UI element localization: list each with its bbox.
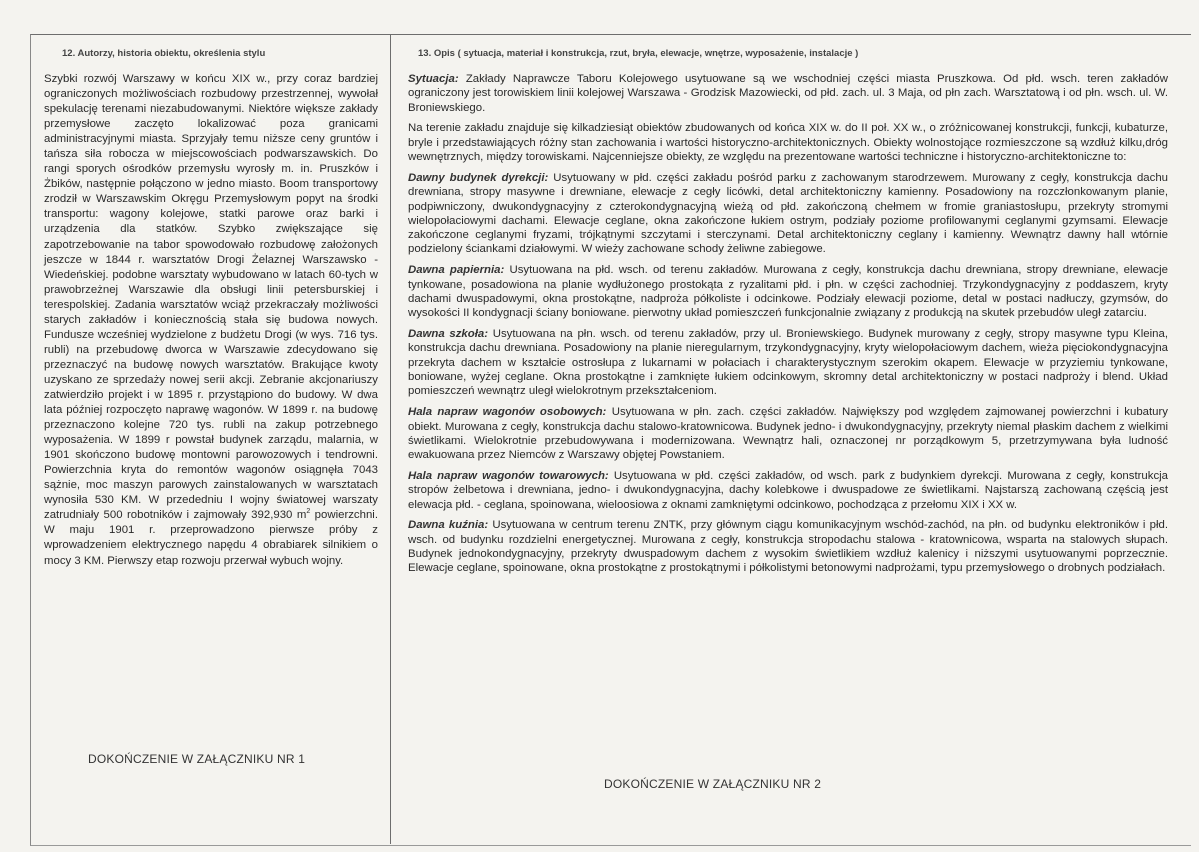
column-divider xyxy=(390,34,391,844)
description-paragraph xyxy=(408,327,1168,398)
history-text xyxy=(44,72,378,569)
paragraph-lead: Dawna szkoła: xyxy=(408,328,489,341)
description-paragraph xyxy=(408,263,1168,320)
paragraph-lead: Dawna papiernia: xyxy=(408,264,505,277)
paragraph-lead: Dawny budynek dyrekcji: xyxy=(408,171,549,184)
history-text-end: powierzchni. W maju 1901 r. przeprowadzono pierwsze próby z wprowadzeniem elektrycznego napędu 4 obrabiarek silnikiem o mocy 3 KM. Pierwszy etap rozwoju przerwał wybuch wojny. xyxy=(44,509,378,567)
description-text xyxy=(408,72,1168,582)
description-paragraph xyxy=(408,72,1168,115)
description-paragraph xyxy=(408,405,1168,462)
paragraph-text: Usytuowana na płd. wsch. od terenu zakładów. Murowana z cegły, konstrukcja dachu drewniana, stropy drewniane, elewacje tynkowane, posadowiona na planie wydłużonego prostokąta z ryzalitami płd. i płn. w części zachodniej. Trzykondygnacyjny z poddaszem, kryty dachami dwuspadowymi, okna prostokątne, nadproża półkoliste i odcinkowe. Podziały elewacji poziome, detal w postaci nadłuczy, gzymsów, do wysokości II kondygnacji ściany boniowane. pierwotny układ pomieszczeń funkcjonalnie związany z produkcją na skutek przebudów uległ zatarciu. xyxy=(408,264,1168,320)
paragraph-lead: Hala napraw wagonów osobowych: xyxy=(408,406,607,419)
description-paragraph xyxy=(408,518,1168,575)
continuation-note-1: DOKOŃCZENIE W ZAŁĄCZNIKU NR 1 xyxy=(88,752,306,766)
description-paragraph xyxy=(408,121,1168,164)
paragraph-text: Usytuowana w centrum terenu ZNTK, przy głównym ciągu komunikacyjnym wschód-zachód, na płn. od budynku elektroników i płd. wsch. od budynku rozdzielni energetycznej. Murowana z cegły, konstrukcja stropodachu stalowa - kratownicowa, wsparta na stalowych słupach. Budynek jednokondygnacyjny, przekryty dwuspadowym dachem z wysokim świetlikiem wzdłuż kalenicy i niższymi usytuowanymi poprzecznie. Elewacje ceglane, spoinowane, okna prostokątne z prostokątnymi i półkolistymi betonowymi nadprożami, typu przemysłowego o drobnych podziałach. xyxy=(408,519,1168,575)
section-12-heading: 12. Autorzy, historia obiektu, określenia stylu xyxy=(62,48,266,59)
continuation-note-2: DOKOŃCZENIE W ZAŁĄCZNIKU NR 2 xyxy=(604,777,822,791)
description-paragraph xyxy=(408,469,1168,512)
section-13-heading: 13. Opis ( sytuacja, materiał i konstrukcja, rzut, bryła, elewacje, wnętrze, wyposażenie, instalacje ) xyxy=(418,48,859,59)
paragraph-lead: Sytuacja: xyxy=(408,73,459,85)
paragraph-text: Usytuowana w płd. części zakładów, od wsch. park z budynkiem dyrekcji. Murowana z cegły, konstrukcja stropów żelbetowa i drewniana, jedno- i dwukondygnacyjna, dachy kolebkowe i dwuspadowe ze świetlikami. Najstarszą zachowaną częścią jest elewacja płd. - ceglana, spoinowana, wieloosiowa z oknami zamkniętymi odcinkowo, pochodząca z przełomu XIX i XX w. xyxy=(408,469,1169,511)
paragraph-text: Na terenie zakładu znajduje się kilkadziesiąt obiektów zbudowanych od końca XIX w. do II poł. XX w., o zróżnicowanej konstrukcji, funkcji, kubaturze, bryle i przedstawiających różny stan zachowania i wartości historyczno-architektonicznych. Obiekty wolnostojące rozmieszczone są wzdłuż kilku,dróg wewnętrznych, między torowiskami. Najcenniejsze obiekty, ze względu na prezentowane wartości techniczne i historyczno-architektoniczne to: xyxy=(408,122,1168,164)
paragraph-text: Usytuowana w płn. zach. części zakładów. Największy pod względem zajmowanej powierzchni i kubatury obiekt. Murowana z cegły, konstrukcja dachu stalowo-kratownicowa. Budynek jedno- i dwukondygnacyjny, przekryty niemal płaskim dachem z wielkimi świetlikami. Wielokrotnie przebudowywana i modernizowana. Wewnątrz hali, oznaczonej nr porządkowym 5, przetrzymywana była ludność ewakuowana przez Niemców z Warszawy objętej Powstaniem. xyxy=(408,406,1168,462)
paragraph-text: Usytuowany w płd. części zakładu pośród parku z zachowanym starodrzewem. Murowany z cegły, konstrukcja dachu drewniana, stropy masywne i drewniane, elewacje z cegły licówki, detal architektoniczny kamienny. Posadowiony na rozczłonkowanym planie, podpiwniczony, dwukondygnacyjny z czterokondygnacyjną wieżą od płd. zakończoną chełmem w fromie graniastosłupu, przekryty stromymi wielopołaciowymi dachami. Elewacje ceglane, okna zakończone łukiem ostrym, podziały poziome profilowanymi ceglanymi gzymsami. Elewacje zakończone ceglanymi fryzami, trójkątnymi szczytami i sterczynami. Detal architektoniczny ceglany i kamienny. Wewnątrz dawny hall wtórnie podzielony ściankami działowymi. W wieży zachowane schody żeliwne zabiegowe. xyxy=(408,171,1168,256)
paragraph-text: Usytuowana na płn. wsch. od terenu zakładów, przy ul. Broniewskiego. Budynek murowany z cegły, stropy masywne typu Kleina, konstrukcja dachu drewniana. Posadowiony na planie nieregularnym, trzykondygnacyjny, kryty wielopołaciowym dachem, wieża pięciokondygnacyjna przekryta dachem w kształcie ostrosłupa z lukarnami w połaciach i charakterystycznym szerokim okapem. Elewacje w przyziemiu tynkowane, boniowane, wyżej ceglane. Okna prostokątne i zamknięte łukiem odcinkowym, skromny detal architektoniczny w postaci nadproży i blend. Układ pomieszczeń wewnątrz uległ wielokrotnym przekształceniom. xyxy=(408,328,1169,398)
history-text-start: Szybki rozwój Warszawy w końcu XIX w., przy coraz bardziej ograniczonych możliwościach rozbudowy przestrzennej, wywołał spekulację terenami niezabudowanymi. Niektóre większe zakłady przemysłowe zaczęto lokalizować poza granicami administracyjnymi miasta. Sprzyjały temu niższe ceny gruntów i tańsza siła robocza w miejscowościach podwarszawskich. Do rangi sporych ośrodków przemysłu wyrosły m. in. Pruszków i Żbików, następnie połączono w jedno miasto. Boom transportowy zrodził w Warszawskim Okręgu Przemysłowym popyt na środki transportu: wagony kolejowe, statki parowe oraz barki i urządzenia dla statków. Szybko zwiększające się zapotrzebowanie na tabor spowodowało rozbudowę założonych jeszcze w 1844 r. warsztatów Drogi Żelaznej Warszawsko - Wiedeńskiej. podobne warsztaty wybudowano w latach 60-tych w prawobrzeżnej Warszawie dla obsługi linii petersburskiej i terespolskiej. Zadania warsztatów wciąż przekraczały możliwości starych zakładów i koniecznością stała się budowa nowych. Fundusze wcześniej wydzielone z budżetu Drogi (w wys. 716 tys. rubli) na przebudowę dworca w Warszawie zdecydowano się przeznaczyć na budowę nowych warsztatów. Brakujące kwoty uzyskano ze sprzedaży nowej serii akcji. Zebranie akcjonariuszy zatwierdziło projekt i w 1895 r. przystąpiono do budowy. W dwa lata później rozpoczęto naprawę wagonów. W 1899 r. na budowę przeznaczono kolejne 720 tys. rubli na zakup potrzebnego wyposażenia. W 1899 r powstał budynek zarządu, malarnia, w 1901 skończono budowę montowni parowozowych i tendrowni. Powierzchnia kryta do remontów wagonów osiągnęła 7043 sążnie, moc maszyn parowych zainstalowanych w warsztatach wynosiła 530 KM. W przededniu I wojny światowej warszaty zatrudniały 500 robotników i zajmowały 392,930 m xyxy=(44,73,378,522)
paragraph-lead: Dawna kuźnia: xyxy=(408,519,489,532)
paragraph-text: Zakłady Naprawcze Taboru Kolejowego usytuowane są we wschodniej części miasta Pruszkowa. Od płd. wsch. teren zakładów ograniczony jest torowiskiem linii kolejowej Warszawa - Grodzisk Mazowiecki, od płd. zach. ul. 3 Maja, od płn zach. Warsztatową i od płn. wsch. ul. W. Broniewskiego. xyxy=(408,73,1168,114)
description-paragraph xyxy=(408,171,1168,257)
paragraph-lead: Hala napraw wagonów towarowych: xyxy=(408,469,609,482)
area-unit-superscript: 2 xyxy=(306,508,311,516)
